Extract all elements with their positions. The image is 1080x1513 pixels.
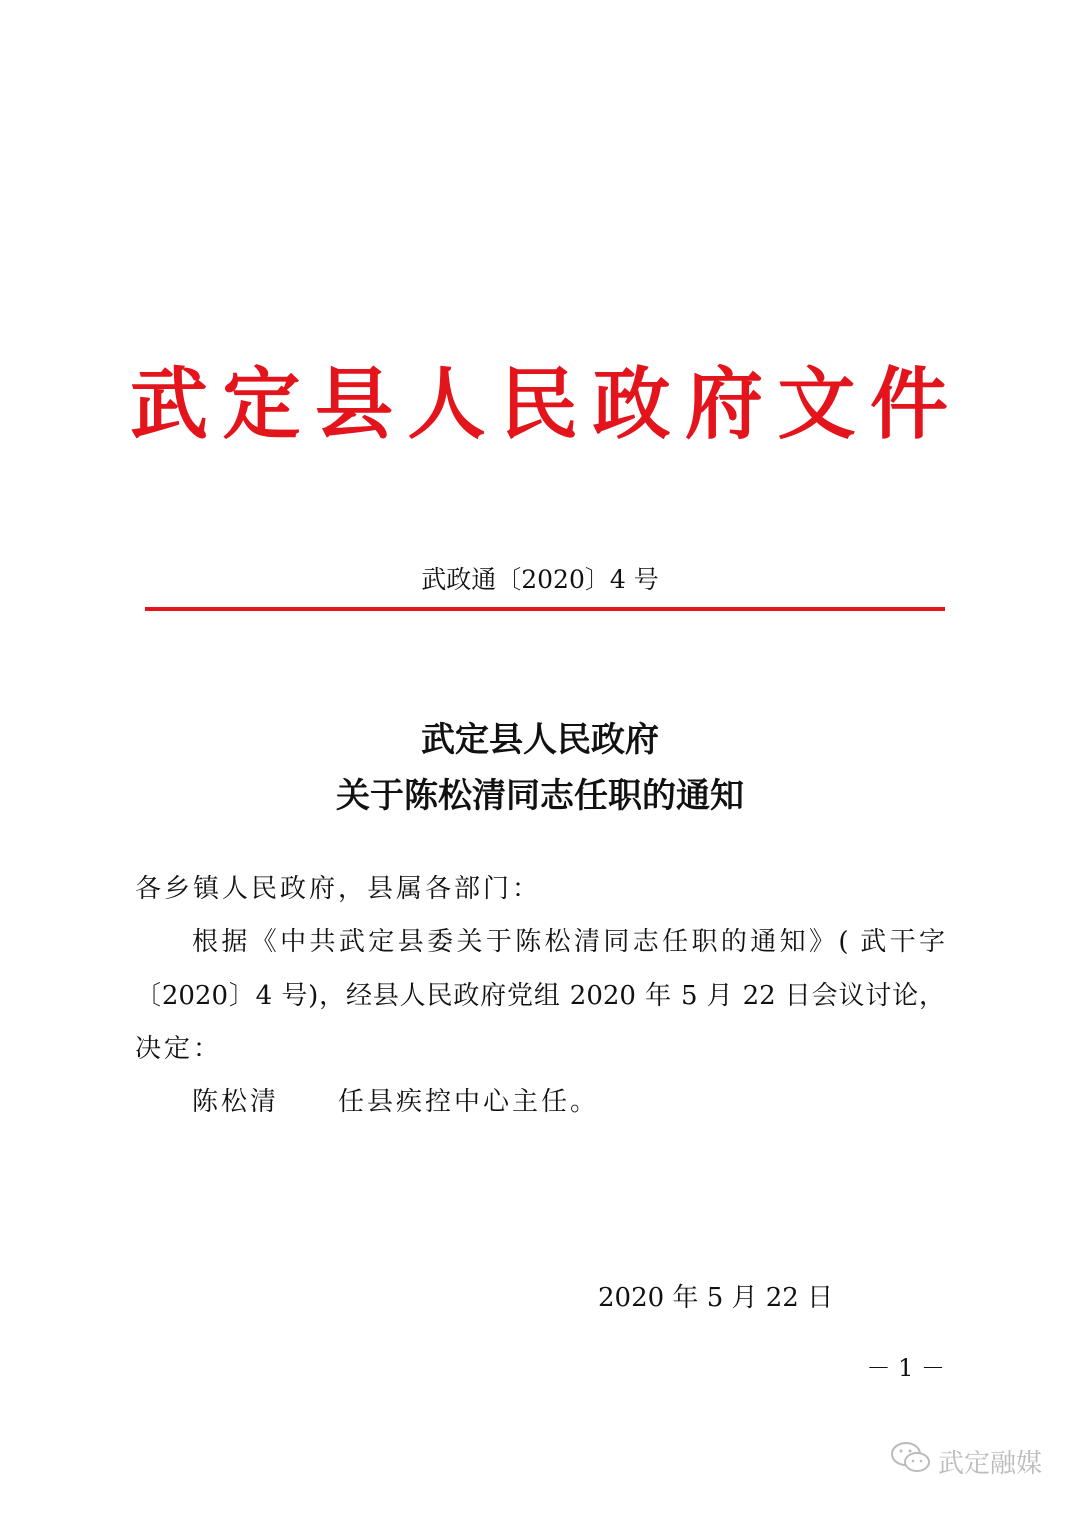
paragraph-line: 决定：: [135, 1034, 223, 1064]
document-org-title: 武定县人民政府文件: [130, 359, 950, 450]
red-divider: [145, 607, 945, 611]
page-number: － 1 －: [866, 1354, 945, 1382]
paragraph-line: 〔2020〕4 号)，经县人民政府党组 2020 年 5 月 22 日会议讨论，: [135, 981, 945, 1011]
appointee-name: 陈松清: [192, 1087, 280, 1117]
paragraph-line: 根据《中共武定县委关于陈松清同志任职的通知》( 武干字: [192, 927, 945, 957]
notice-title-line1: 武定县人民政府: [421, 720, 659, 760]
watermark: [890, 1440, 1042, 1483]
wechat-icon: [890, 1440, 932, 1483]
document-number: 武政通〔2020〕4 号: [421, 565, 659, 594]
appointee-position: 任县疾控中心主任。: [338, 1087, 600, 1117]
document-date: 2020 年 5 月 22 日: [598, 1283, 834, 1313]
salutation: 各乡镇人民政府，县属各部门：: [135, 874, 542, 904]
watermark-text: 武定融媒: [938, 1449, 1043, 1479]
notice-title-line2: 关于陈松清同志任职的通知: [336, 776, 744, 816]
